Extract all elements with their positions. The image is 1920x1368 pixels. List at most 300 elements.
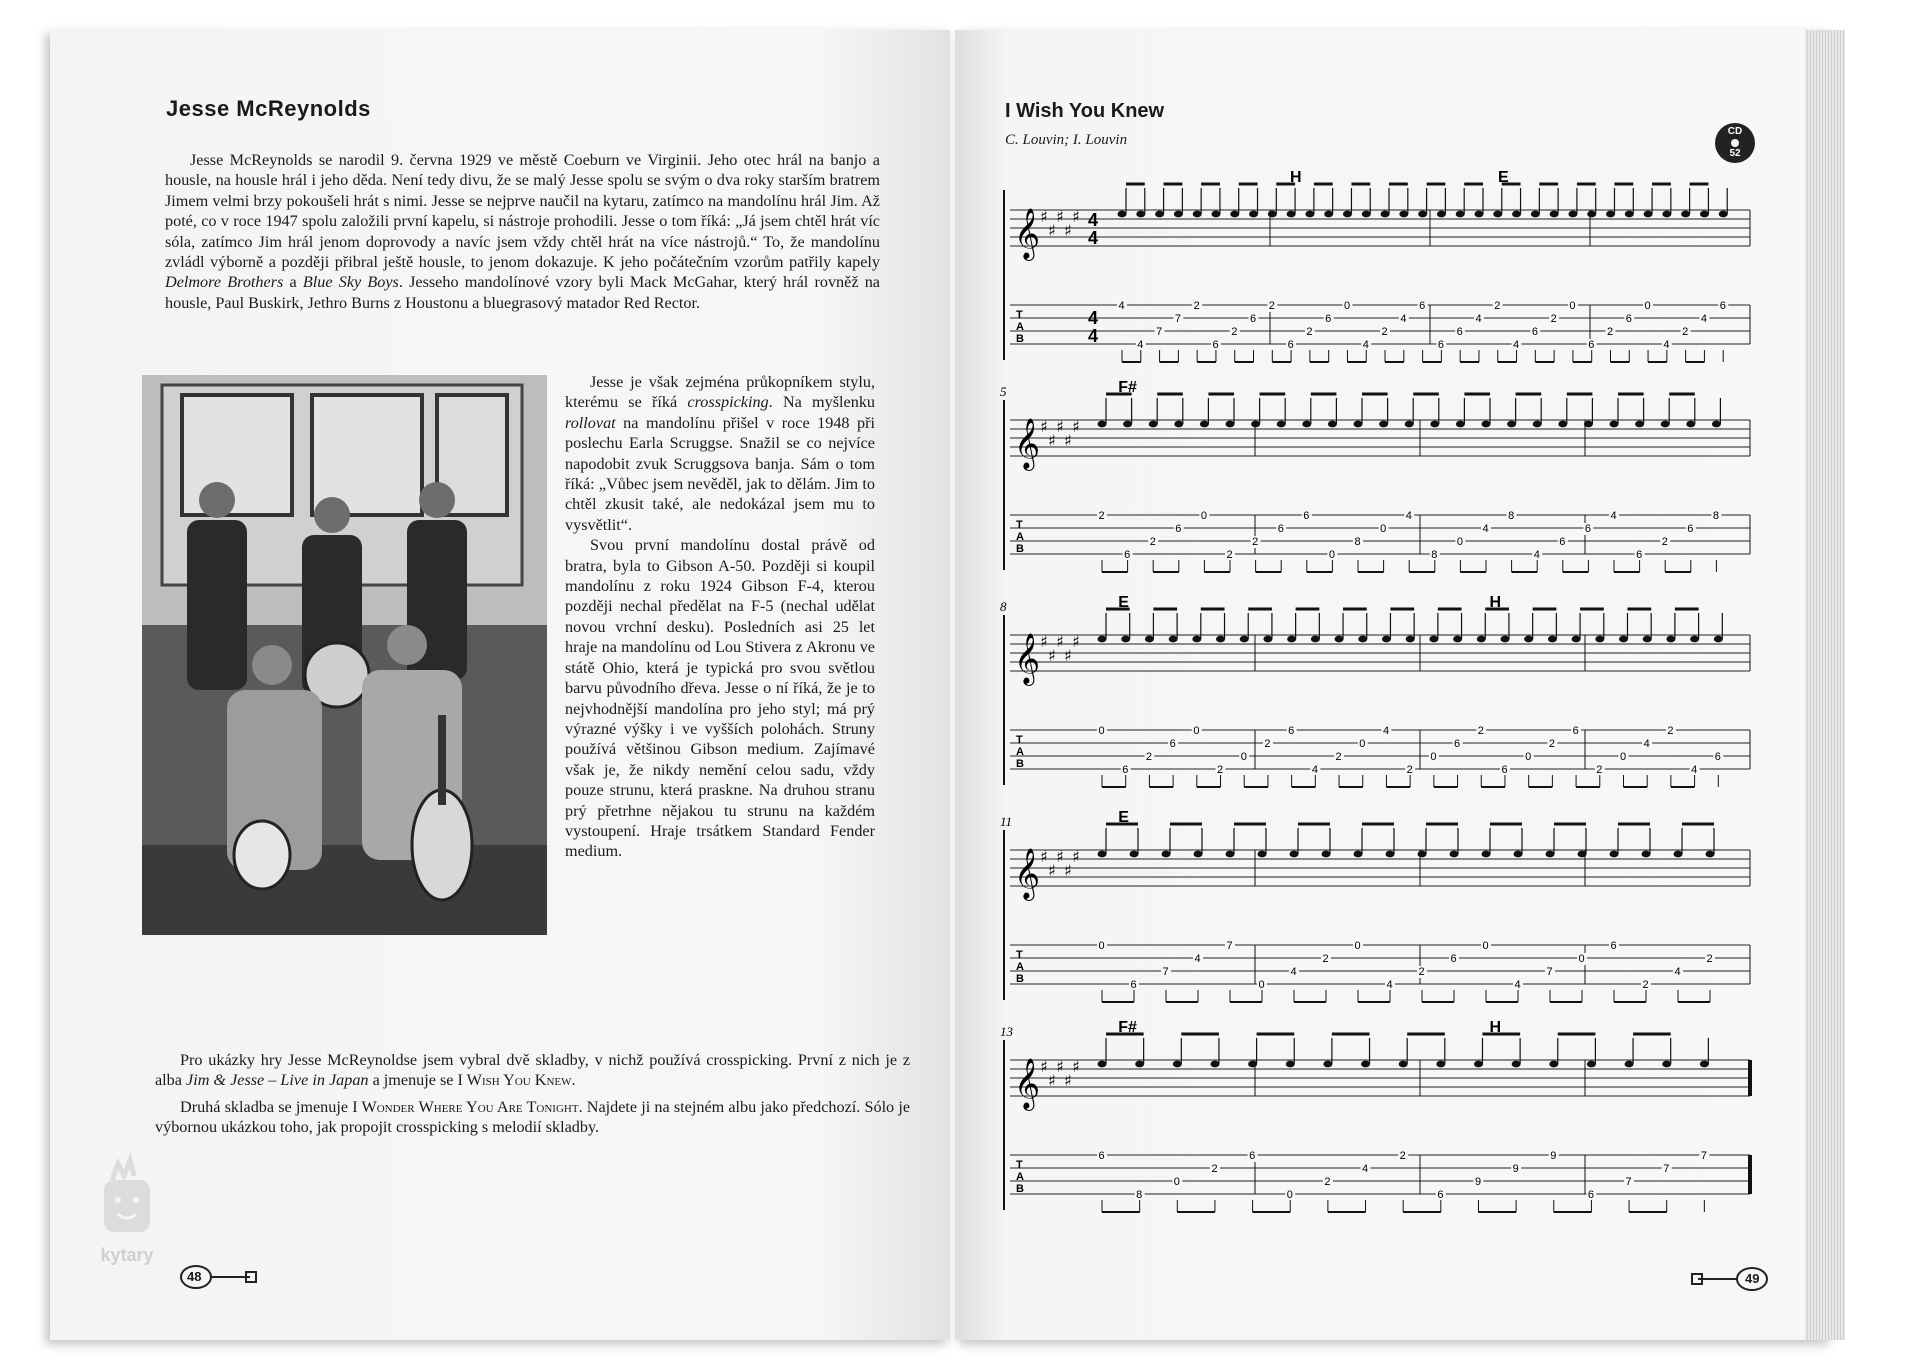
note-head (1572, 636, 1581, 643)
tab-number: 6 (1437, 339, 1445, 351)
tab-number: 6 (1303, 510, 1310, 522)
sharp-sign: ♯ (1056, 207, 1064, 226)
tab-number: 6 (1559, 536, 1566, 548)
note-head (1211, 211, 1220, 218)
note-head (1700, 211, 1709, 218)
tab-number: 4 (1362, 339, 1369, 351)
note-head (1230, 211, 1239, 218)
note-head (1587, 1061, 1596, 1068)
tab-label: A (1016, 746, 1024, 758)
note-head (1192, 636, 1201, 643)
note-head (1619, 636, 1628, 643)
note-head (1666, 636, 1675, 643)
note-head (1362, 211, 1371, 218)
note-head (1436, 1061, 1445, 1068)
song-authors: C. Louvin; I. Louvin (1005, 132, 1128, 148)
tab-number: 6 (1169, 738, 1176, 750)
tab-number: 2 (1098, 510, 1105, 522)
tab-number: 9 (1474, 1176, 1482, 1188)
chord-symbol: H (1489, 1019, 1502, 1036)
tab-number: 2 (1268, 300, 1275, 312)
bottom-paragraph-1: Pro ukázky hry Jesse McReynoldse jsem vybral dvě skladby, v nichž používá crosspicking. První z nich je z alba Jim & Jesse – Live in Japan a jmenuje se I Wish You Knew. (155, 1051, 910, 1090)
tab-number: 8 (1508, 510, 1515, 522)
article-title: Jesse McReynolds (166, 96, 371, 121)
note-head (1343, 211, 1352, 218)
tab-number: 6 (1288, 725, 1295, 737)
chord-symbol: E (1118, 594, 1129, 611)
sharp-sign: ♯ (1064, 1071, 1072, 1090)
tab-number: 2 (1399, 1150, 1406, 1162)
tab-number: 2 (1596, 764, 1603, 776)
tab-number: 0 (1578, 953, 1585, 965)
tab-number: 4 (1475, 313, 1482, 325)
tab-time-sig-bottom: 4 (1088, 326, 1099, 346)
note-head (1493, 211, 1502, 218)
note-head (1162, 851, 1171, 858)
tab-number: 4 (1386, 979, 1393, 991)
note-head (1145, 636, 1154, 643)
sharp-sign: ♯ (1040, 207, 1048, 226)
tab-number: 2 (1642, 979, 1649, 991)
note-head (1642, 851, 1651, 858)
tab-number: 0 (1359, 738, 1366, 750)
sharp-sign: ♯ (1072, 207, 1080, 226)
cd-track-number: 52 (1729, 148, 1741, 159)
tab-number: 4 (1700, 313, 1708, 325)
note-head (1290, 851, 1299, 858)
tab-number: 6 (1584, 523, 1592, 535)
tab-number: 0 (1258, 979, 1265, 991)
sharp-sign: ♯ (1040, 417, 1048, 436)
note-head (1324, 211, 1333, 218)
note-head (1226, 421, 1235, 428)
tab-label: A (1016, 961, 1024, 973)
note-head (1136, 211, 1145, 218)
kytary-watermark (82, 1150, 172, 1270)
note-head (1248, 1061, 1257, 1068)
crosspicking-column: Jesse je však zejména průkopníkem stylu, kterému se říká crosspicking. Na myšlenku rollovat na mandolínu přišel v roce 1948 při poslechu Earla Scruggse. Snažil se co nejvíce napodobit zvuk Scruggsova banja. Sám o tom říká: „Vůbec jsem nevěděl, jak to dělám. Jim to chtěl zkusit také, ale nedokázal jsem mu to vysvětlit“. Svou první mandolínu dostal právě od bratra, byla to Gibson A-50. Později si koupil mandolínu z roku 1924 Gibson F-4, kterou později nechal předělat na F-5 (nechal udělat novou vrchní desku). Posledních asi 25 let hraje na mandolínu od Lou Stivera z Akronu ve státě Ohio, která je typická pro svou světlou barvu původního dřeva. Jesse o ní říká, že je to nejvhodnější mandolína pro jeho styl; má prý výrazné výšky i ve vyšších polohách. Struny používá většinou Gibson medium. Zajímavé však je, že nikdy nemění celou sadu, vždy pouze strunu, která praskne. Na druhou stranu prý přetrhne nějakou tu strunu na každém vystoupení. Hraje trsátkem Standard Fender medium. (565, 373, 876, 861)
note-head (1406, 636, 1415, 643)
tab-number: 9 (1550, 1150, 1557, 1162)
treble-clef-icon: 𝄞 (1014, 418, 1041, 469)
tab-number: 2 (1606, 326, 1614, 338)
sharp-sign: ♯ (1040, 632, 1048, 651)
tab-number: 2 (1149, 536, 1156, 548)
tab-number: 0 (1200, 510, 1208, 522)
tab-number: 6 (1572, 725, 1579, 737)
tab-number: 6 (1250, 313, 1257, 325)
note-head (1118, 211, 1127, 218)
note-head (1546, 851, 1555, 858)
sharp-sign: ♯ (1072, 417, 1080, 436)
tab-label: T (1016, 309, 1023, 321)
sharp-sign: ♯ (1056, 1057, 1064, 1076)
tab-number: 4 (1311, 764, 1318, 776)
tab-number: 2 (1226, 549, 1233, 561)
tab-number: 6 (1454, 738, 1461, 750)
tab-label: B (1016, 333, 1024, 345)
note-head (1584, 421, 1593, 428)
tab-number: 2 (1477, 725, 1484, 737)
tab-number: 6 (1531, 326, 1538, 338)
tab-number: 6 (1124, 549, 1131, 561)
tab-label: T (1016, 1159, 1023, 1171)
note-head (1533, 421, 1542, 428)
tab-number: 4 (1643, 738, 1650, 750)
bottom-paragraph-2: Druhá skladba se jmenuje I Wonder Where You Are Tonight. Najdete ji na stejném albu jako předchozí. Sólo je výbornou ukázkou toho, jak propojit crosspicking s melodií skladby. (155, 1098, 910, 1137)
note-head (1674, 851, 1683, 858)
note-head (1194, 851, 1203, 858)
chord-symbol: E (1498, 170, 1509, 186)
note-head (1311, 636, 1320, 643)
note-head (1714, 636, 1723, 643)
tab-number: 4 (1674, 966, 1681, 978)
tab-number: 4 (1663, 339, 1670, 351)
tab-number: 6 (1588, 339, 1595, 351)
note-head (1361, 1061, 1370, 1068)
tab-label: A (1016, 531, 1024, 543)
note-head (1507, 421, 1516, 428)
note-head (1130, 851, 1139, 858)
sharp-sign: ♯ (1048, 431, 1056, 450)
tab-number: 2 (1667, 725, 1674, 737)
tab-number: 4 (1533, 549, 1540, 561)
tab-number: 6 (1130, 979, 1137, 991)
note-head (1287, 636, 1296, 643)
note-head (1200, 421, 1209, 428)
tab-number: 0 (1569, 300, 1576, 312)
note-head (1662, 211, 1671, 218)
tab-number: 0 (1343, 300, 1351, 312)
tab-number: 2 (1193, 300, 1200, 312)
tab-number: 8 (1431, 549, 1438, 561)
sharp-sign: ♯ (1072, 632, 1080, 651)
note-head (1210, 1061, 1219, 1068)
tab-number: 4 (1691, 764, 1698, 776)
sharp-sign: ♯ (1048, 861, 1056, 880)
note-head (1155, 211, 1164, 218)
tab-number: 2 (1550, 313, 1557, 325)
treble-clef-icon: 𝄞 (1014, 848, 1041, 899)
note-head (1429, 636, 1438, 643)
note-head (1354, 851, 1363, 858)
tab-number: 6 (1610, 940, 1617, 952)
note-head (1263, 636, 1272, 643)
note-head (1719, 211, 1728, 218)
sharp-sign: ♯ (1056, 632, 1064, 651)
note-head (1169, 636, 1178, 643)
sharp-sign: ♯ (1040, 1057, 1048, 1076)
note-head (1305, 211, 1314, 218)
tab-number: 4 (1382, 725, 1390, 737)
measure-number: 5 (1000, 384, 1007, 399)
tab-number: 6 (1098, 1150, 1105, 1162)
tab-number: 2 (1264, 738, 1271, 750)
note-head (1610, 851, 1619, 858)
tab-number: 2 (1252, 536, 1259, 548)
note-head (1098, 851, 1107, 858)
tab-number: 6 (1419, 300, 1426, 312)
tab-number: 0 (1619, 751, 1627, 763)
tab-number: 2 (1706, 953, 1713, 965)
note-head (1578, 851, 1587, 858)
note-head (1216, 636, 1225, 643)
sharp-sign: ♯ (1040, 847, 1048, 866)
note-head (1381, 211, 1390, 218)
note-head (1174, 211, 1183, 218)
tab-number: 6 (1175, 523, 1182, 535)
note-head (1550, 211, 1559, 218)
measure-number: 8 (1000, 599, 1007, 614)
tab-number: 4 (1610, 510, 1617, 522)
treble-clef-icon: 𝄞 (1014, 208, 1041, 259)
note-head (1302, 421, 1311, 428)
tab-number: 4 (1137, 339, 1144, 351)
note-head (1610, 421, 1619, 428)
tab-number: 6 (1325, 313, 1332, 325)
tab-number: 6 (1277, 523, 1284, 535)
note-head (1277, 421, 1286, 428)
note-head (1568, 211, 1577, 218)
tab-number: 7 (1700, 1150, 1707, 1162)
tab-label: A (1016, 1171, 1024, 1183)
sharp-sign: ♯ (1048, 646, 1056, 665)
note-head (1098, 636, 1107, 643)
tab-label: T (1016, 734, 1023, 746)
tab-number: 6 (1636, 549, 1643, 561)
note-head (1174, 421, 1183, 428)
note-head (1287, 211, 1296, 218)
tab-number: 0 (1328, 549, 1336, 561)
time-sig-top: 4 (1088, 210, 1099, 230)
tab-number: 6 (1122, 764, 1129, 776)
tab-number: 7 (1546, 966, 1553, 978)
note-head (1418, 211, 1427, 218)
note-head (1399, 1061, 1408, 1068)
tab-number: 6 (1456, 326, 1463, 338)
tab-number: 8 (1136, 1189, 1143, 1201)
note-head (1482, 851, 1491, 858)
tab-number: 2 (1217, 764, 1224, 776)
chord-symbol: E (1118, 809, 1129, 826)
tab-number: 2 (1211, 1163, 1218, 1175)
kytary-logo-icon (82, 1150, 172, 1240)
note-head (1386, 851, 1395, 858)
note-head (1258, 851, 1267, 858)
note-head (1430, 421, 1439, 428)
page-edge (1805, 30, 1845, 1340)
note-head (1240, 636, 1249, 643)
tab-label: B (1016, 543, 1024, 555)
tab-number: 6 (1587, 1189, 1595, 1201)
note-head (1512, 1061, 1521, 1068)
watermark-label: kytary (100, 1245, 154, 1265)
note-head (1399, 211, 1408, 218)
note-head (1662, 1061, 1671, 1068)
note-head (1606, 211, 1615, 218)
note-head (1643, 636, 1652, 643)
tab-number: 0 (1354, 940, 1361, 952)
note-head (1644, 211, 1653, 218)
tab-number: 2 (1682, 326, 1689, 338)
tab-number: 6 (1625, 313, 1632, 325)
note-head (1531, 211, 1540, 218)
sharp-sign: ♯ (1056, 417, 1064, 436)
tab-number: 6 (1450, 953, 1457, 965)
note-head (1405, 421, 1414, 428)
measure-number: 11 (1000, 814, 1013, 829)
band-photo (142, 375, 547, 935)
note-head (1354, 421, 1363, 428)
tab-number: 2 (1322, 953, 1329, 965)
tab-number: 6 (1501, 764, 1508, 776)
tab-number: 4 (1405, 510, 1412, 522)
tab-number: 2 (1418, 966, 1425, 978)
tab-label: B (1016, 1183, 1024, 1195)
note-head (1548, 636, 1557, 643)
cd-label: CD (1727, 126, 1743, 137)
tab-number: 0 (1286, 1189, 1293, 1201)
note-head (1249, 211, 1258, 218)
sharp-sign: ♯ (1064, 861, 1072, 880)
note-head (1450, 851, 1459, 858)
note-head (1323, 1061, 1332, 1068)
tab-number: 0 (1380, 523, 1387, 535)
note-head (1193, 211, 1202, 218)
note-head (1625, 1061, 1634, 1068)
tab-number: 2 (1548, 738, 1555, 750)
tab-number: 6 (1719, 300, 1726, 312)
tab-number: 0 (1193, 725, 1200, 737)
note-head (1379, 421, 1388, 428)
tab-number: 4 (1513, 339, 1520, 351)
note-head (1456, 421, 1465, 428)
note-head (1149, 421, 1158, 428)
page-number-right: 49 (1745, 1271, 1760, 1286)
note-head (1686, 421, 1695, 428)
chord-symbol: H (1290, 170, 1302, 186)
note-head (1328, 421, 1337, 428)
note-head (1418, 851, 1427, 858)
tab-number: 2 (1145, 751, 1153, 763)
page-number-left: 48 (187, 1269, 202, 1284)
tab-number: 2 (1381, 326, 1388, 338)
tab-number: 8 (1712, 510, 1720, 522)
tab-number: 0 (1456, 536, 1464, 548)
note-head (1700, 1061, 1709, 1068)
tab-number: 7 (1174, 313, 1181, 325)
cd-track-badge (1714, 122, 1756, 164)
sharp-sign: ♯ (1072, 847, 1080, 866)
tab-number: 6 (1714, 751, 1721, 763)
note-head (1681, 211, 1690, 218)
note-head (1512, 211, 1521, 218)
note-head (1661, 421, 1670, 428)
note-head (1456, 211, 1465, 218)
tab-number: 0 (1098, 725, 1105, 737)
tab-number: 2 (1306, 326, 1313, 338)
note-head (1514, 851, 1523, 858)
note-head (1558, 421, 1567, 428)
tab-number: 0 (1430, 751, 1437, 763)
music-score (990, 170, 1770, 1280)
note-head (1595, 636, 1604, 643)
note-head (1135, 1061, 1144, 1068)
tab-number: 4 (1400, 313, 1407, 325)
note-head (1549, 1061, 1558, 1068)
song-title: I Wish You Knew (1005, 100, 1165, 122)
treble-clef-icon: 𝄞 (1014, 633, 1041, 684)
tab-number: 4 (1118, 300, 1125, 312)
tab-number: 4 (1290, 966, 1297, 978)
tab-number: 0 (1240, 751, 1247, 763)
tab-number: 6 (1249, 1150, 1256, 1162)
note-head (1437, 211, 1446, 218)
tab-number: 2 (1324, 1176, 1331, 1188)
tab-number: 7 (1156, 326, 1163, 338)
tab-number: 6 (1287, 339, 1294, 351)
tab-label: B (1016, 973, 1024, 985)
note-head (1226, 851, 1235, 858)
note-head (1382, 636, 1391, 643)
note-head (1098, 421, 1107, 428)
tab-number: 2 (1661, 536, 1668, 548)
tab-number: 0 (1525, 751, 1532, 763)
tab-number: 2 (1494, 300, 1501, 312)
tab-number: 7 (1226, 940, 1233, 952)
chord-symbol: F# (1118, 1019, 1137, 1036)
tab-number: 7 (1663, 1163, 1670, 1175)
note-head (1322, 851, 1331, 858)
note-head (1474, 211, 1483, 218)
tab-number: 4 (1362, 1163, 1369, 1175)
tab-label: A (1016, 321, 1024, 333)
note-head (1706, 851, 1715, 858)
sharp-sign: ♯ (1072, 1057, 1080, 1076)
sharp-sign: ♯ (1048, 221, 1056, 240)
tab-time-sig-top: 4 (1088, 308, 1099, 328)
note-head (1173, 1061, 1182, 1068)
note-head (1712, 421, 1721, 428)
sharp-sign: ♯ (1064, 221, 1072, 240)
tab-number: 6 (1687, 523, 1694, 535)
note-head (1286, 1061, 1295, 1068)
tab-number: 4 (1194, 953, 1201, 965)
note-head (1587, 211, 1596, 218)
tab-number: 0 (1644, 300, 1651, 312)
tab-number: 9 (1512, 1163, 1519, 1175)
tab-label: T (1016, 949, 1023, 961)
note-head (1524, 636, 1533, 643)
tab-number: 0 (1482, 940, 1489, 952)
note-head (1098, 1061, 1107, 1068)
tab-label: T (1016, 519, 1023, 531)
tab-number: 6 (1437, 1189, 1444, 1201)
note-head (1477, 636, 1486, 643)
tab-number: 0 (1098, 940, 1105, 952)
note-head (1482, 421, 1491, 428)
note-head (1123, 421, 1132, 428)
time-sig-bottom: 4 (1088, 228, 1099, 248)
tab-number: 8 (1354, 536, 1361, 548)
note-head (1358, 636, 1367, 643)
sharp-sign: ♯ (1056, 847, 1064, 866)
tab-number: 6 (1212, 339, 1219, 351)
tab-number: 4 (1514, 979, 1521, 991)
note-head (1453, 636, 1462, 643)
tab-number: 0 (1173, 1176, 1180, 1188)
treble-clef-icon: 𝄞 (1014, 1058, 1041, 1109)
